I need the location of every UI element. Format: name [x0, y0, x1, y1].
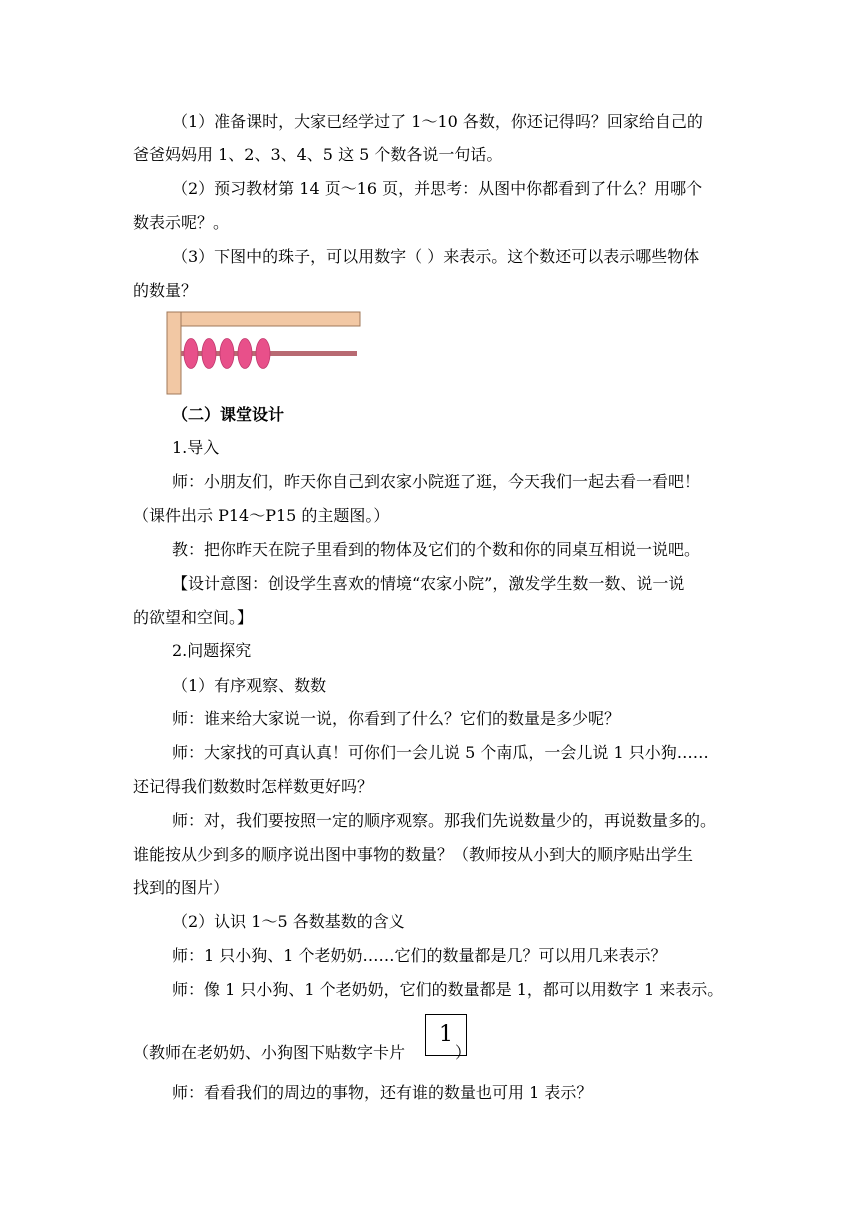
abacus-bead: [220, 339, 234, 369]
abacus-frame-top: [168, 312, 360, 326]
section-heading: （二）课堂设计: [172, 405, 285, 424]
teacher-line-6-text: （教师在老奶奶、小狗图下贴数字卡片: [133, 1043, 406, 1062]
intro-title: 1.导入: [172, 438, 220, 457]
prep-item-3-line-2: 的数量？: [133, 281, 198, 300]
intro-line-3: 教：把你昨天在院子里看到的物体及它们的个数和你的同桌互相说一说吧。: [172, 540, 701, 559]
teacher-line-3b: 谁能按从少到多的顺序说出图中事物的数量？（教师按从小到大的顺序贴出学生: [133, 845, 694, 864]
teacher-line-6: [133, 1043, 471, 1063]
intro-line-2: （课件出示 P14～P15 的主题图。）: [133, 506, 390, 525]
teacher-line-7: 师：看看我们的周边的事物，还有谁的数量也可用 1 表示？: [172, 1083, 593, 1102]
teacher-line-3c: 找到的图片）: [133, 878, 230, 897]
prep-item-1-line-2: 爸爸妈妈用 1、2、3、4、5 这 5 个数各说一句话。: [133, 145, 503, 164]
abacus-bead: [256, 339, 270, 369]
abacus-illustration: [160, 310, 365, 396]
design-intent-line-1: 【设计意图：创设学生喜欢的情境“农家小院”，激发学生数一数、说一说: [172, 574, 685, 593]
prep-item-3-line-1: （3）下图中的珠子，可以用数字（ ）来表示。这个数还可以表示哪些物体: [172, 247, 700, 266]
teacher-line-2a: 师：大家找的可真认真！可你们一会儿说 5 个南瓜，一会儿说 1 只小狗……: [172, 743, 709, 762]
teacher-line-6-close: ）: [455, 1043, 472, 1062]
abacus-frame-side: [167, 312, 181, 394]
teacher-line-3a: 师：对，我们要按照一定的顺序观察。那我们先说数量少的，再说数量多的。: [172, 811, 717, 830]
intro-line-1: 师：小朋友们，昨天你自己到农家小院逛了逛，今天我们一起去看一看吧！: [172, 472, 701, 491]
teacher-line-4: 师：1 只小狗、1 个老奶奶……它们的数量都是几？可以用几来表示？: [172, 946, 667, 965]
teacher-line-1: 师：谁来给大家说一说，你看到了什么？它们的数量是多少呢？: [172, 709, 621, 728]
explore-title: 2.问题探究: [172, 641, 252, 660]
number-card: 1: [425, 1014, 467, 1056]
prep-item-2-line-2: 数表示呢？。: [133, 213, 230, 232]
prep-item-2-line-1: （2）预习教材第 14 页～16 页，并思考：从图中你都看到了什么？用哪个: [172, 179, 703, 198]
sub-heading-2: （2）认识 1～5 各数基数的含义: [172, 912, 405, 931]
teacher-line-5: 师：像 1 只小狗、1 个老奶奶，它们的数量都是 1，都可以用数字 1 来表示。: [172, 980, 724, 999]
design-intent-line-2: 的欲望和空间。】: [133, 608, 254, 627]
prep-item-1-line-1: （1）准备课时，大家已经学过了 1～10 各数，你还记得吗？回家给自己的: [172, 112, 703, 131]
teacher-line-2b: 还记得我们数数时怎样数更好吗？: [133, 777, 374, 796]
sub-heading-1: （1）有序观察、数数: [172, 676, 327, 695]
abacus-bead: [184, 339, 198, 369]
abacus-bead: [238, 339, 252, 369]
abacus-bead: [202, 339, 216, 369]
